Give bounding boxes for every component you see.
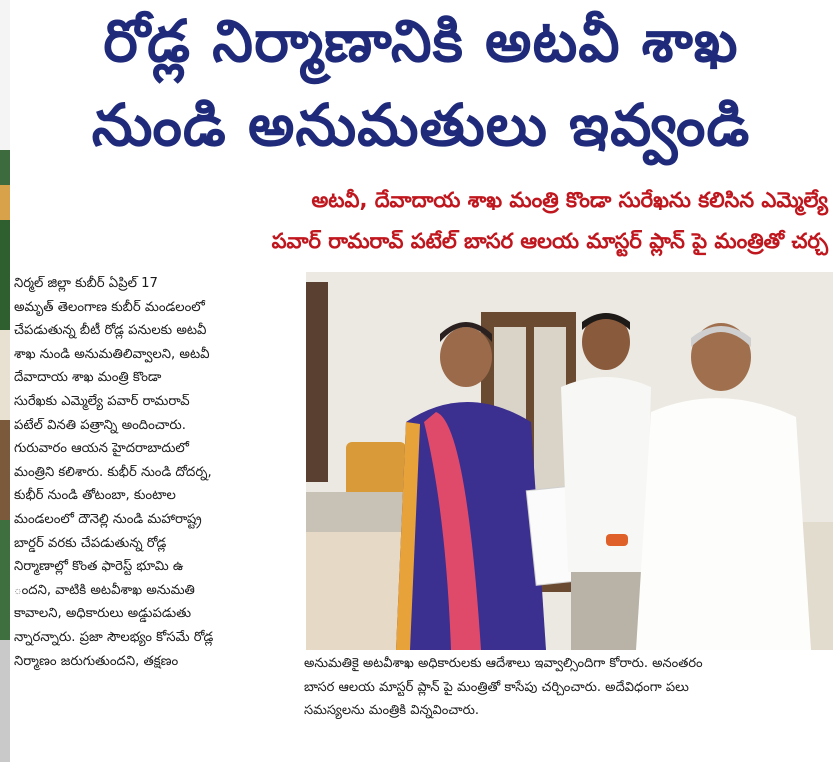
photo-caption [304,652,833,723]
news-photo [306,272,833,650]
body-line: ందని, వాటికి అటవీశాఖ అనుమతి [14,582,195,598]
body-line: శాఖ నుండి అనుమతిలివ్వాలని, అటవీ [14,346,210,362]
body-line: కుభీర్ నుండి తోటంబా, కుంటాల [14,488,176,504]
body-line: నిర్మల్ జిల్లా కుబీర్ ఏప్రిల్ 17 [14,276,158,291]
young-man-shirt [561,377,651,572]
headline-line-1: రోడ్ల నిర్మాణానికి అటవీ శాఖ [103,7,739,75]
wrist-thread [606,534,628,546]
body-line: చేపడుతున్న బీటీ రోడ్ల పనులకు అటవీ [14,323,207,339]
body-line: అమృత్ తెలంగాణ కుబీర్ మండలంలో [14,299,205,315]
body-line: గురువారం ఆయన హైదరాబాదులో [14,441,189,457]
body-line: దేవాదాయ శాఖ మంత్రి కొండా [14,370,162,386]
photo-illustration [306,272,833,650]
woman-head [440,327,492,387]
body-line: న్నారన్నారు. ప్రజా సౌలభ్యం కోసమే రోడ్ల [14,629,214,645]
body-line: నిర్మాణం జరుగుతుందని, తక్షణం [14,653,179,669]
body-line: పటేల్ వినతి పత్రాన్ని అందించారు. [14,417,186,433]
body-line: నిర్మాణాల్లో కొంత ఫారెస్ట్ భూమి ఉ [14,559,184,575]
left-door-frame [306,282,328,482]
caption-line: సమస్యలను మంత్రికి విన్నవించారు. [304,703,479,719]
adjacent-page-strip [0,0,10,762]
body-line: సురేఖకు ఎమ్మెల్యే పవార్ రామరావ్ [14,393,190,409]
caption-line: బాసర ఆలయ మాస్టర్ ప్లాన్ పై మంత్రితో కాసేపు చర్చించారు. అదేవిధంగా పలు [304,679,689,695]
caption-line: అనుమతికై అటవీశాఖ అధికారులకు ఆదేశాలు ఇవ్వాల్సిందిగా కోరారు. అనంతరం [304,656,703,671]
headline-line-2: నుండి అనుమతులు ఇవ్వండి [91,91,751,159]
cabinet-glass-right [534,327,566,497]
body-line: కావాలని, అధికారులు అడ్డుపడుతు [14,606,192,622]
subheadline-line-1: అటవీ, దేవాదాయ శాఖ మంత్రి కొండా సురేఖను కలిసిన ఎమ్మెల్యే [311,188,828,212]
body-line: బార్డర్ వరకు చేపడుతున్న రోడ్ల [14,535,167,551]
elder-man-kurta [636,398,811,650]
body-line: మంత్రిని కలిశారు. కుభీర్ నుండి దోదర్న, [14,464,212,480]
young-man-trousers [571,572,641,650]
subheadline-line-2: పవార్ రామరావ్ పటేల్ బాసర ఆలయ మాస్టర్ ప్లాన్ పై మంత్రితో చర్చ [271,229,828,253]
article-body [14,272,292,673]
body-line: మండలంలో దౌనెల్లి నుండి మహారాష్ట్ర [14,511,202,527]
